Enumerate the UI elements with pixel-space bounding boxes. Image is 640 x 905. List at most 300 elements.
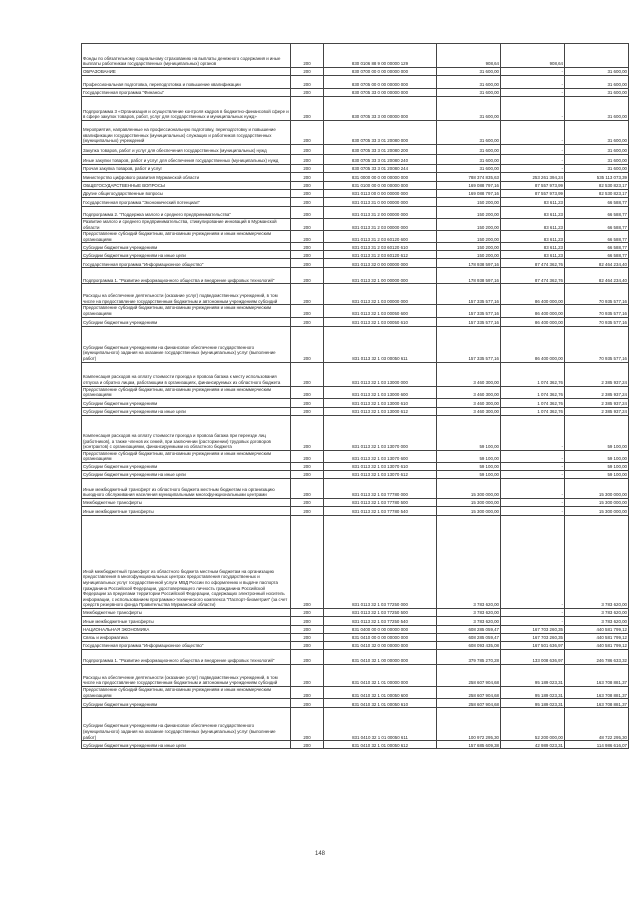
row-code-cell: 200 (291, 89, 324, 97)
row-code-cell: 200 (291, 155, 324, 165)
row-executed-cell: - (501, 155, 565, 165)
row-kbk-cell: 831 0113 32 1 03 13070 612 (324, 470, 437, 478)
row-plan-cell: 59 100,00 (437, 462, 501, 470)
row-name-cell: Субсидии бюджетным учреждениям (82, 317, 291, 326)
page-number: 148 (314, 851, 325, 857)
table-row (82, 699, 629, 708)
row-remaining-cell: 59 100,00 (565, 415, 629, 450)
row-code-cell: 200 (291, 219, 324, 231)
row-plan-cell: 31 600,00 (437, 68, 501, 76)
row-code-cell: 200 (291, 450, 324, 462)
row-code-cell: 200 (291, 506, 324, 515)
row-code-cell: 200 (291, 97, 324, 121)
row-remaining-cell: 82 464 234,40 (565, 259, 629, 268)
table-row (82, 741, 629, 749)
table-row (82, 326, 629, 362)
row-code-cell: 200 (291, 259, 324, 268)
row-remaining-cell: 59 100,00 (565, 462, 629, 470)
row-kbk-cell: 831 0400 00 0 00 00000 000 (324, 625, 437, 633)
row-plan-cell: 31 600,00 (437, 155, 501, 165)
budget-execution-table (81, 43, 629, 749)
row-code-cell: 200 (291, 284, 324, 305)
table-row (82, 284, 629, 305)
row-executed-cell: 1 074 362,76 (501, 362, 565, 386)
row-plan-cell: 178 938 597,16 (437, 259, 501, 268)
row-code-cell: 200 (291, 145, 324, 155)
row-kbk-cell: 831 0113 32 1 03 13070 600 (324, 450, 437, 462)
row-kbk-cell: 831 0113 32 1 03 77250 540 (324, 616, 437, 625)
report-table-container (81, 43, 627, 749)
row-kbk-cell: 831 0113 31 0 00 00000 000 (324, 198, 437, 207)
row-executed-cell: - (501, 145, 565, 155)
row-executed-cell: 167 703 260,35 (501, 625, 565, 633)
row-remaining-cell: 59 100,00 (565, 470, 629, 478)
row-code-cell: 200 (291, 68, 324, 76)
row-remaining-cell: 440 581 799,12 (565, 633, 629, 641)
row-code-cell: 200 (291, 686, 324, 698)
row-kbk-cell: 831 0113 32 1 03 77250 500 (324, 608, 437, 616)
row-code-cell: 200 (291, 699, 324, 708)
row-name-cell: Предоставление субсидий бюджетным, автономным учреждениям и иным некоммерческим организациям (82, 686, 291, 698)
table-row (82, 649, 629, 664)
row-remaining-cell: 114 986 616,07 (565, 741, 629, 749)
row-name-cell: Субсидии бюджетным учреждениям на иные цели (82, 407, 291, 415)
table-row (82, 616, 629, 625)
row-name-cell: Субсидии бюджетным учреждениям (82, 398, 291, 407)
row-executed-cell: - (501, 450, 565, 462)
row-kbk-cell: 831 0113 32 1 03 00000 000 (324, 284, 437, 305)
row-name-cell: Мероприятия, направленные на профессиональную подготовку, переподготовку и повышение квалификации государственных (муниципальных) служащих и работников государственных (муниципальных) учреждений (82, 121, 291, 145)
table-row (82, 145, 629, 155)
table-row (82, 198, 629, 207)
row-executed-cell: 87 557 973,99 (501, 190, 565, 198)
row-kbk-cell: 830 0705 33 0 00 00000 000 (324, 89, 437, 97)
row-code-cell: 200 (291, 231, 324, 243)
row-executed-cell: 95 189 023,31 (501, 686, 565, 698)
row-plan-cell: 258 607 904,68 (437, 686, 501, 698)
row-remaining-cell: 3 783 620,00 (565, 515, 629, 608)
row-code-cell: 200 (291, 625, 324, 633)
table-row (82, 450, 629, 462)
row-name-cell: Субсидии бюджетным учреждениям (82, 243, 291, 251)
row-name-cell: Иные межбюджетный трансферт из областного бюджета местным бюджетам на организацию выездного обслуживания населения муниципальными многофункциональными центрами (82, 478, 291, 498)
row-plan-cell: 169 088 797,16 (437, 190, 501, 198)
row-kbk-cell: 831 0113 31 2 03 60120 600 (324, 231, 437, 243)
row-remaining-cell: 66 588,77 (565, 231, 629, 243)
table-row (82, 259, 629, 268)
row-executed-cell: 133 008 636,97 (501, 649, 565, 664)
row-name-cell: Государственная программа "Информационное общество" (82, 259, 291, 268)
row-remaining-cell: 440 581 799,12 (565, 625, 629, 633)
table-row (82, 664, 629, 686)
row-plan-cell: 157 335 577,16 (437, 317, 501, 326)
row-kbk-cell: 831 0113 00 0 00 00000 000 (324, 190, 437, 198)
table-row (82, 190, 629, 198)
row-remaining-cell: 2 385 937,24 (565, 386, 629, 398)
row-executed-cell: 52 200 000,00 (501, 708, 565, 741)
row-kbk-cell: 830 0106 88 9 00 00000 129 (324, 44, 437, 68)
row-executed-cell: - (501, 478, 565, 498)
row-code-cell: 200 (291, 470, 324, 478)
row-kbk-cell: 831 0113 31 2 03 60120 610 (324, 243, 437, 251)
row-kbk-cell: 831 0113 32 0 00 00000 000 (324, 259, 437, 268)
row-name-cell: Субсидии бюджетным учреждениям на иные цели (82, 470, 291, 478)
table-row (82, 415, 629, 450)
row-code-cell: 200 (291, 198, 324, 207)
row-executed-cell: 1 074 362,76 (501, 407, 565, 415)
table-row (82, 251, 629, 259)
row-plan-cell: 15 300 000,00 (437, 478, 501, 498)
row-remaining-cell: 31 600,00 (565, 76, 629, 89)
row-plan-cell: 258 607 904,68 (437, 699, 501, 708)
row-name-cell: Прочая закупка товаров, работ и услуг (82, 165, 291, 173)
row-remaining-cell: 163 708 881,37 (565, 664, 629, 686)
row-kbk-cell: 830 0705 33 3 01 20080 000 (324, 121, 437, 145)
row-plan-cell: 157 335 577,16 (437, 305, 501, 317)
row-executed-cell: 83 611,23 (501, 243, 565, 251)
row-code-cell: 200 (291, 407, 324, 415)
table-row (82, 121, 629, 145)
row-remaining-cell: 15 300 000,00 (565, 498, 629, 506)
row-name-cell: Иной межбюджетный трансферт из областного бюджета местным бюджетам на организацию предоставления в многофункциональных центрах предоставления государственных и муниципальных услуг государственной услуги МВД России по оформлению и выдаче паспорта гражданина Российской Федерации, удостоверяющего личность гражданина Российской Федерации за пределами территории Российской Федерации, содержащих электронный носитель информации, с использованием программно-технического комплекса "Паспорт-биометрия" (за счет средств резервного фонда Правительства Мурманской области) (82, 515, 291, 608)
table-row (82, 462, 629, 470)
row-executed-cell: 167 703 260,35 (501, 633, 565, 641)
row-executed-cell: 83 611,23 (501, 219, 565, 231)
row-remaining-cell: 70 935 577,16 (565, 317, 629, 326)
row-code-cell: 200 (291, 616, 324, 625)
row-code-cell: 200 (291, 633, 324, 641)
row-code-cell: 200 (291, 305, 324, 317)
row-name-cell: Субсидии бюджетным учреждениям на иные цели (82, 251, 291, 259)
row-executed-cell: 95 189 023,31 (501, 699, 565, 708)
row-name-cell: Предоставление субсидий бюджетным, автономным учреждениям и иным некоммерческим организациям (82, 231, 291, 243)
row-code-cell: 200 (291, 741, 324, 749)
table-row (82, 608, 629, 616)
row-plan-cell: 169 088 797,16 (437, 182, 501, 190)
row-code-cell: 200 (291, 362, 324, 386)
row-code-cell: 200 (291, 515, 324, 608)
row-remaining-cell: 31 600,00 (565, 89, 629, 97)
table-row (82, 625, 629, 633)
row-code-cell: 200 (291, 165, 324, 173)
row-plan-cell: 150 200,00 (437, 219, 501, 231)
row-kbk-cell: 831 0410 32 0 00 00000 000 (324, 641, 437, 649)
row-remaining-cell: 3 783 620,00 (565, 616, 629, 625)
row-code-cell: 200 (291, 182, 324, 190)
row-executed-cell: 908,64 (501, 44, 565, 68)
row-kbk-cell: 831 0113 32 1 03 77780 500 (324, 498, 437, 506)
row-code-cell: 200 (291, 121, 324, 145)
row-remaining-cell: 15 300 000,00 (565, 478, 629, 498)
table-row (82, 407, 629, 415)
row-remaining-cell: 31 600,00 (565, 121, 629, 145)
row-name-cell: Государственная программа "Экономический потенциал" (82, 198, 291, 207)
table-row (82, 641, 629, 649)
row-code-cell: 200 (291, 317, 324, 326)
row-kbk-cell: 831 0113 31 2 03 00000 000 (324, 219, 437, 231)
row-plan-cell: 150 200,00 (437, 207, 501, 219)
row-kbk-cell: 831 0113 32 1 03 13000 600 (324, 386, 437, 398)
row-remaining-cell: 82 530 823,17 (565, 190, 629, 198)
row-remaining-cell: 2 385 937,24 (565, 362, 629, 386)
row-executed-cell: - (501, 121, 565, 145)
row-executed-cell: - (501, 462, 565, 470)
row-code-cell: 200 (291, 649, 324, 664)
row-name-cell: Другие общегосударственные вопросы (82, 190, 291, 198)
row-code-cell: 200 (291, 190, 324, 198)
table-row (82, 97, 629, 121)
table-row (82, 207, 629, 219)
row-kbk-cell: 831 0113 32 1 03 00050 611 (324, 326, 437, 362)
row-name-cell: ОБРАЗОВАНИЕ (82, 68, 291, 76)
row-executed-cell: - (501, 97, 565, 121)
table-row (82, 243, 629, 251)
row-plan-cell: 31 600,00 (437, 97, 501, 121)
row-name-cell: Субсидии бюджетным учреждениям на финансовое обеспечение государственного (муниципального) задания на оказание государственных (муниципальных) услуг (выполнение работ) (82, 708, 291, 741)
row-name-cell: Развитие малого и среднего предпринимательства, стимулирование инноваций в Мурманской области (82, 219, 291, 231)
row-plan-cell: 59 100,00 (437, 470, 501, 478)
row-remaining-cell: 66 588,77 (565, 207, 629, 219)
row-executed-cell: - (501, 515, 565, 608)
row-plan-cell: 100 972 295,30 (437, 708, 501, 741)
table-row (82, 76, 629, 89)
row-plan-cell: 379 785 270,28 (437, 649, 501, 664)
table-row (82, 305, 629, 317)
table-row (82, 317, 629, 326)
row-plan-cell: 3 783 620,00 (437, 616, 501, 625)
row-name-cell: Подпрограмма 2. "Поддержка малого и среднего предпринимательства" (82, 207, 291, 219)
table-row (82, 231, 629, 243)
row-plan-cell: 608 285 059,47 (437, 625, 501, 633)
row-remaining-cell: 163 708 881,37 (565, 686, 629, 698)
row-name-cell: Субсидии бюджетным учреждениям на иные цели (82, 741, 291, 749)
row-name-cell: Компенсация расходов на оплату стоимости проезда и провоза багажа при переезде лиц (работников), а также членов их семей, при заключении (расторжении) трудовых договоров (контрактов) с организациями, финансируемыми из областного бюджета (82, 415, 291, 450)
row-code-cell: 200 (291, 76, 324, 89)
row-plan-cell: 15 300 000,00 (437, 506, 501, 515)
row-code-cell: 200 (291, 207, 324, 219)
table-row (82, 362, 629, 386)
row-executed-cell: 42 989 023,31 (501, 741, 565, 749)
row-code-cell: 200 (291, 243, 324, 251)
row-remaining-cell: 66 588,77 (565, 251, 629, 259)
table-row (82, 165, 629, 173)
table-body (82, 44, 629, 749)
row-code-cell: 200 (291, 268, 324, 284)
row-executed-cell: - (501, 68, 565, 76)
row-kbk-cell: 831 0410 32 1 01 00000 000 (324, 664, 437, 686)
row-kbk-cell: 831 0113 31 2 03 60120 612 (324, 251, 437, 259)
row-kbk-cell: 831 0410 32 1 00 00000 000 (324, 649, 437, 664)
row-executed-cell: - (501, 89, 565, 97)
row-executed-cell: 253 261 394,24 (501, 173, 565, 182)
row-remaining-cell: 31 600,00 (565, 155, 629, 165)
row-name-cell: Предоставление субсидий бюджетным, автономным учреждениям и иным некоммерческим организациям (82, 386, 291, 398)
row-kbk-cell: 830 0705 00 0 00 00000 000 (324, 76, 437, 89)
row-plan-cell: 3 460 300,00 (437, 386, 501, 398)
row-plan-cell: 608 093 435,08 (437, 641, 501, 649)
row-name-cell: Профессиональная подготовка, переподготовка и повышение квалификации (82, 76, 291, 89)
table-row (82, 686, 629, 698)
row-plan-cell: 31 600,00 (437, 165, 501, 173)
row-code-cell: 200 (291, 641, 324, 649)
table-row (82, 68, 629, 76)
row-plan-cell: 150 200,00 (437, 198, 501, 207)
row-plan-cell: 150 200,00 (437, 251, 501, 259)
row-plan-cell: 3 460 300,00 (437, 407, 501, 415)
row-plan-cell: 31 600,00 (437, 121, 501, 145)
row-plan-cell: 59 100,00 (437, 450, 501, 462)
row-plan-cell: 31 600,00 (437, 76, 501, 89)
row-code-cell: 200 (291, 608, 324, 616)
row-code-cell: 200 (291, 415, 324, 450)
row-executed-cell: 86 400 000,00 (501, 284, 565, 305)
row-name-cell: Межбюджетные трансферты (82, 608, 291, 616)
row-remaining-cell: 31 600,00 (565, 165, 629, 173)
row-executed-cell: 83 611,23 (501, 207, 565, 219)
row-executed-cell: 83 611,23 (501, 231, 565, 243)
table-row (82, 173, 629, 182)
row-plan-cell: 258 607 904,68 (437, 664, 501, 686)
row-name-cell: Государственная программа "Информационное общество" (82, 641, 291, 649)
row-code-cell: 200 (291, 44, 324, 68)
row-code-cell: 200 (291, 251, 324, 259)
row-kbk-cell: 831 0113 32 1 03 00050 600 (324, 305, 437, 317)
row-kbk-cell: 831 0113 32 1 03 13000 612 (324, 407, 437, 415)
table-row (82, 515, 629, 608)
row-remaining-cell: 66 588,77 (565, 219, 629, 231)
row-plan-cell: 59 100,00 (437, 415, 501, 450)
row-kbk-cell: 830 0705 33 3 00 00000 000 (324, 97, 437, 121)
row-name-cell: Расходы на обеспечение деятельности (оказание услуг) подведомственных учреждений, в том числе на предоставление государственным бюджетным и автономным учреждениям субсидий (82, 664, 291, 686)
row-plan-cell: 150 200,00 (437, 243, 501, 251)
row-remaining-cell: 31 600,00 (565, 145, 629, 155)
row-remaining-cell: 2 385 937,24 (565, 398, 629, 407)
row-executed-cell: - (501, 165, 565, 173)
row-kbk-cell: 831 0113 32 1 03 77780 540 (324, 506, 437, 515)
row-remaining-cell: 70 935 577,16 (565, 305, 629, 317)
row-remaining-cell: 66 588,77 (565, 198, 629, 207)
row-remaining-cell: 15 300 000,00 (565, 506, 629, 515)
row-name-cell: Иные закупки товаров, работ и услуг для обеспечения государственных (муниципальных) нужд (82, 155, 291, 165)
row-executed-cell: 87 474 362,76 (501, 259, 565, 268)
row-code-cell: 200 (291, 173, 324, 182)
table-row (82, 708, 629, 741)
row-kbk-cell: 831 0410 32 1 01 00050 610 (324, 699, 437, 708)
row-kbk-cell: 831 0113 31 2 00 00000 000 (324, 207, 437, 219)
row-remaining-cell: 2 385 937,24 (565, 407, 629, 415)
row-plan-cell: 3 460 300,00 (437, 362, 501, 386)
row-code-cell: 200 (291, 398, 324, 407)
table-row (82, 470, 629, 478)
row-remaining-cell: 59 100,00 (565, 450, 629, 462)
row-plan-cell: 31 600,00 (437, 89, 501, 97)
row-plan-cell: 157 335 577,16 (437, 326, 501, 362)
row-remaining-cell: 70 935 577,16 (565, 284, 629, 305)
row-executed-cell: 87 474 362,76 (501, 268, 565, 284)
row-name-cell: ОБЩЕГОСУДАРСТВЕННЫЕ ВОПРОСЫ (82, 182, 291, 190)
table-row (82, 506, 629, 515)
row-executed-cell: - (501, 616, 565, 625)
row-name-cell: Министерство цифрового развития Мурманской области (82, 173, 291, 182)
row-remaining-cell: 82 464 234,40 (565, 268, 629, 284)
row-name-cell: Иные межбюджетные трансферты (82, 506, 291, 515)
row-code-cell: 200 (291, 326, 324, 362)
row-name-cell: Фонды по обязательному социальному страхованию на выплаты денежного содержания и иные выплаты работникам государственных (муниципальных) органов (82, 44, 291, 68)
row-kbk-cell: 831 0113 32 1 03 13070 000 (324, 415, 437, 450)
row-remaining-cell: 82 530 823,17 (565, 182, 629, 190)
row-name-cell: Закупка товаров, работ и услуг для обеспечения государственных (муниципальных) нужд (82, 145, 291, 155)
row-remaining-cell: 246 786 633,32 (565, 649, 629, 664)
row-remaining-cell (565, 44, 629, 68)
row-plan-cell: 3 783 620,00 (437, 515, 501, 608)
row-executed-cell: - (501, 506, 565, 515)
row-name-cell: Компенсация расходов на оплату стоимости проезда и провоза багажа к месту использования отпуска и обратно лицам, работающим в организациях, финансируемых из областного бюджета (82, 362, 291, 386)
row-remaining-cell: 48 722 295,30 (565, 708, 629, 741)
row-kbk-cell: 831 0113 32 1 03 77780 000 (324, 478, 437, 498)
row-remaining-cell: 535 113 073,39 (565, 173, 629, 182)
row-kbk-cell: 830 0705 33 3 01 20080 240 (324, 155, 437, 165)
row-code-cell: 200 (291, 478, 324, 498)
table-row (82, 44, 629, 68)
table-row (82, 219, 629, 231)
row-remaining-cell: 31 600,00 (565, 68, 629, 76)
row-executed-cell: 95 189 023,31 (501, 664, 565, 686)
row-code-cell: 200 (291, 664, 324, 686)
row-plan-cell: 788 374 835,63 (437, 173, 501, 182)
row-code-cell: 200 (291, 462, 324, 470)
row-executed-cell: 1 074 362,76 (501, 386, 565, 398)
row-kbk-cell: 831 0113 32 1 03 77250 000 (324, 515, 437, 608)
row-kbk-cell: 831 0000 00 0 00 00000 000 (324, 173, 437, 182)
table-row (82, 498, 629, 506)
row-name-cell: НАЦИОНАЛЬНАЯ ЭКОНОМИКА (82, 625, 291, 633)
row-plan-cell: 31 600,00 (437, 145, 501, 155)
row-executed-cell: - (501, 498, 565, 506)
table-row (82, 268, 629, 284)
row-remaining-cell: 440 581 799,12 (565, 641, 629, 649)
row-plan-cell: 150 200,00 (437, 231, 501, 243)
row-kbk-cell: 831 0410 32 1 01 00050 611 (324, 708, 437, 741)
row-kbk-cell: 831 0410 32 1 01 00050 612 (324, 741, 437, 749)
row-code-cell: 200 (291, 386, 324, 398)
row-name-cell: Связь и информатика (82, 633, 291, 641)
row-remaining-cell: 163 708 881,37 (565, 699, 629, 708)
row-plan-cell: 15 300 000,00 (437, 498, 501, 506)
row-executed-cell: 86 400 000,00 (501, 326, 565, 362)
row-name-cell: Предоставление субсидий бюджетным, автономным учреждениям и иным некоммерческим организациям (82, 450, 291, 462)
row-kbk-cell: 830 0705 33 3 01 20080 244 (324, 165, 437, 173)
table-row (82, 155, 629, 165)
row-kbk-cell: 831 0113 32 1 03 13000 000 (324, 362, 437, 386)
table-row (82, 89, 629, 97)
row-executed-cell: 87 557 973,99 (501, 182, 565, 190)
table-row (82, 633, 629, 641)
row-plan-cell: 157 685 609,38 (437, 741, 501, 749)
row-name-cell: Субсидии бюджетным учреждениям на финансовое обеспечение государственного (муниципального) задания на оказание государственных (муниципальных) услуг (выполнение работ) (82, 326, 291, 362)
row-remaining-cell: 31 600,00 (565, 97, 629, 121)
row-plan-cell: 178 938 597,16 (437, 268, 501, 284)
row-plan-cell: 157 335 577,16 (437, 284, 501, 305)
row-executed-cell: 83 611,23 (501, 198, 565, 207)
row-name-cell: Субсидии бюджетным учреждениям (82, 462, 291, 470)
row-executed-cell: 1 074 362,76 (501, 398, 565, 407)
row-plan-cell: 608 285 059,47 (437, 633, 501, 641)
row-executed-cell: 86 400 000,00 (501, 317, 565, 326)
row-executed-cell: 86 400 000,00 (501, 305, 565, 317)
table-row (82, 398, 629, 407)
row-kbk-cell: 830 0705 33 3 01 20080 200 (324, 145, 437, 155)
table-row (82, 386, 629, 398)
